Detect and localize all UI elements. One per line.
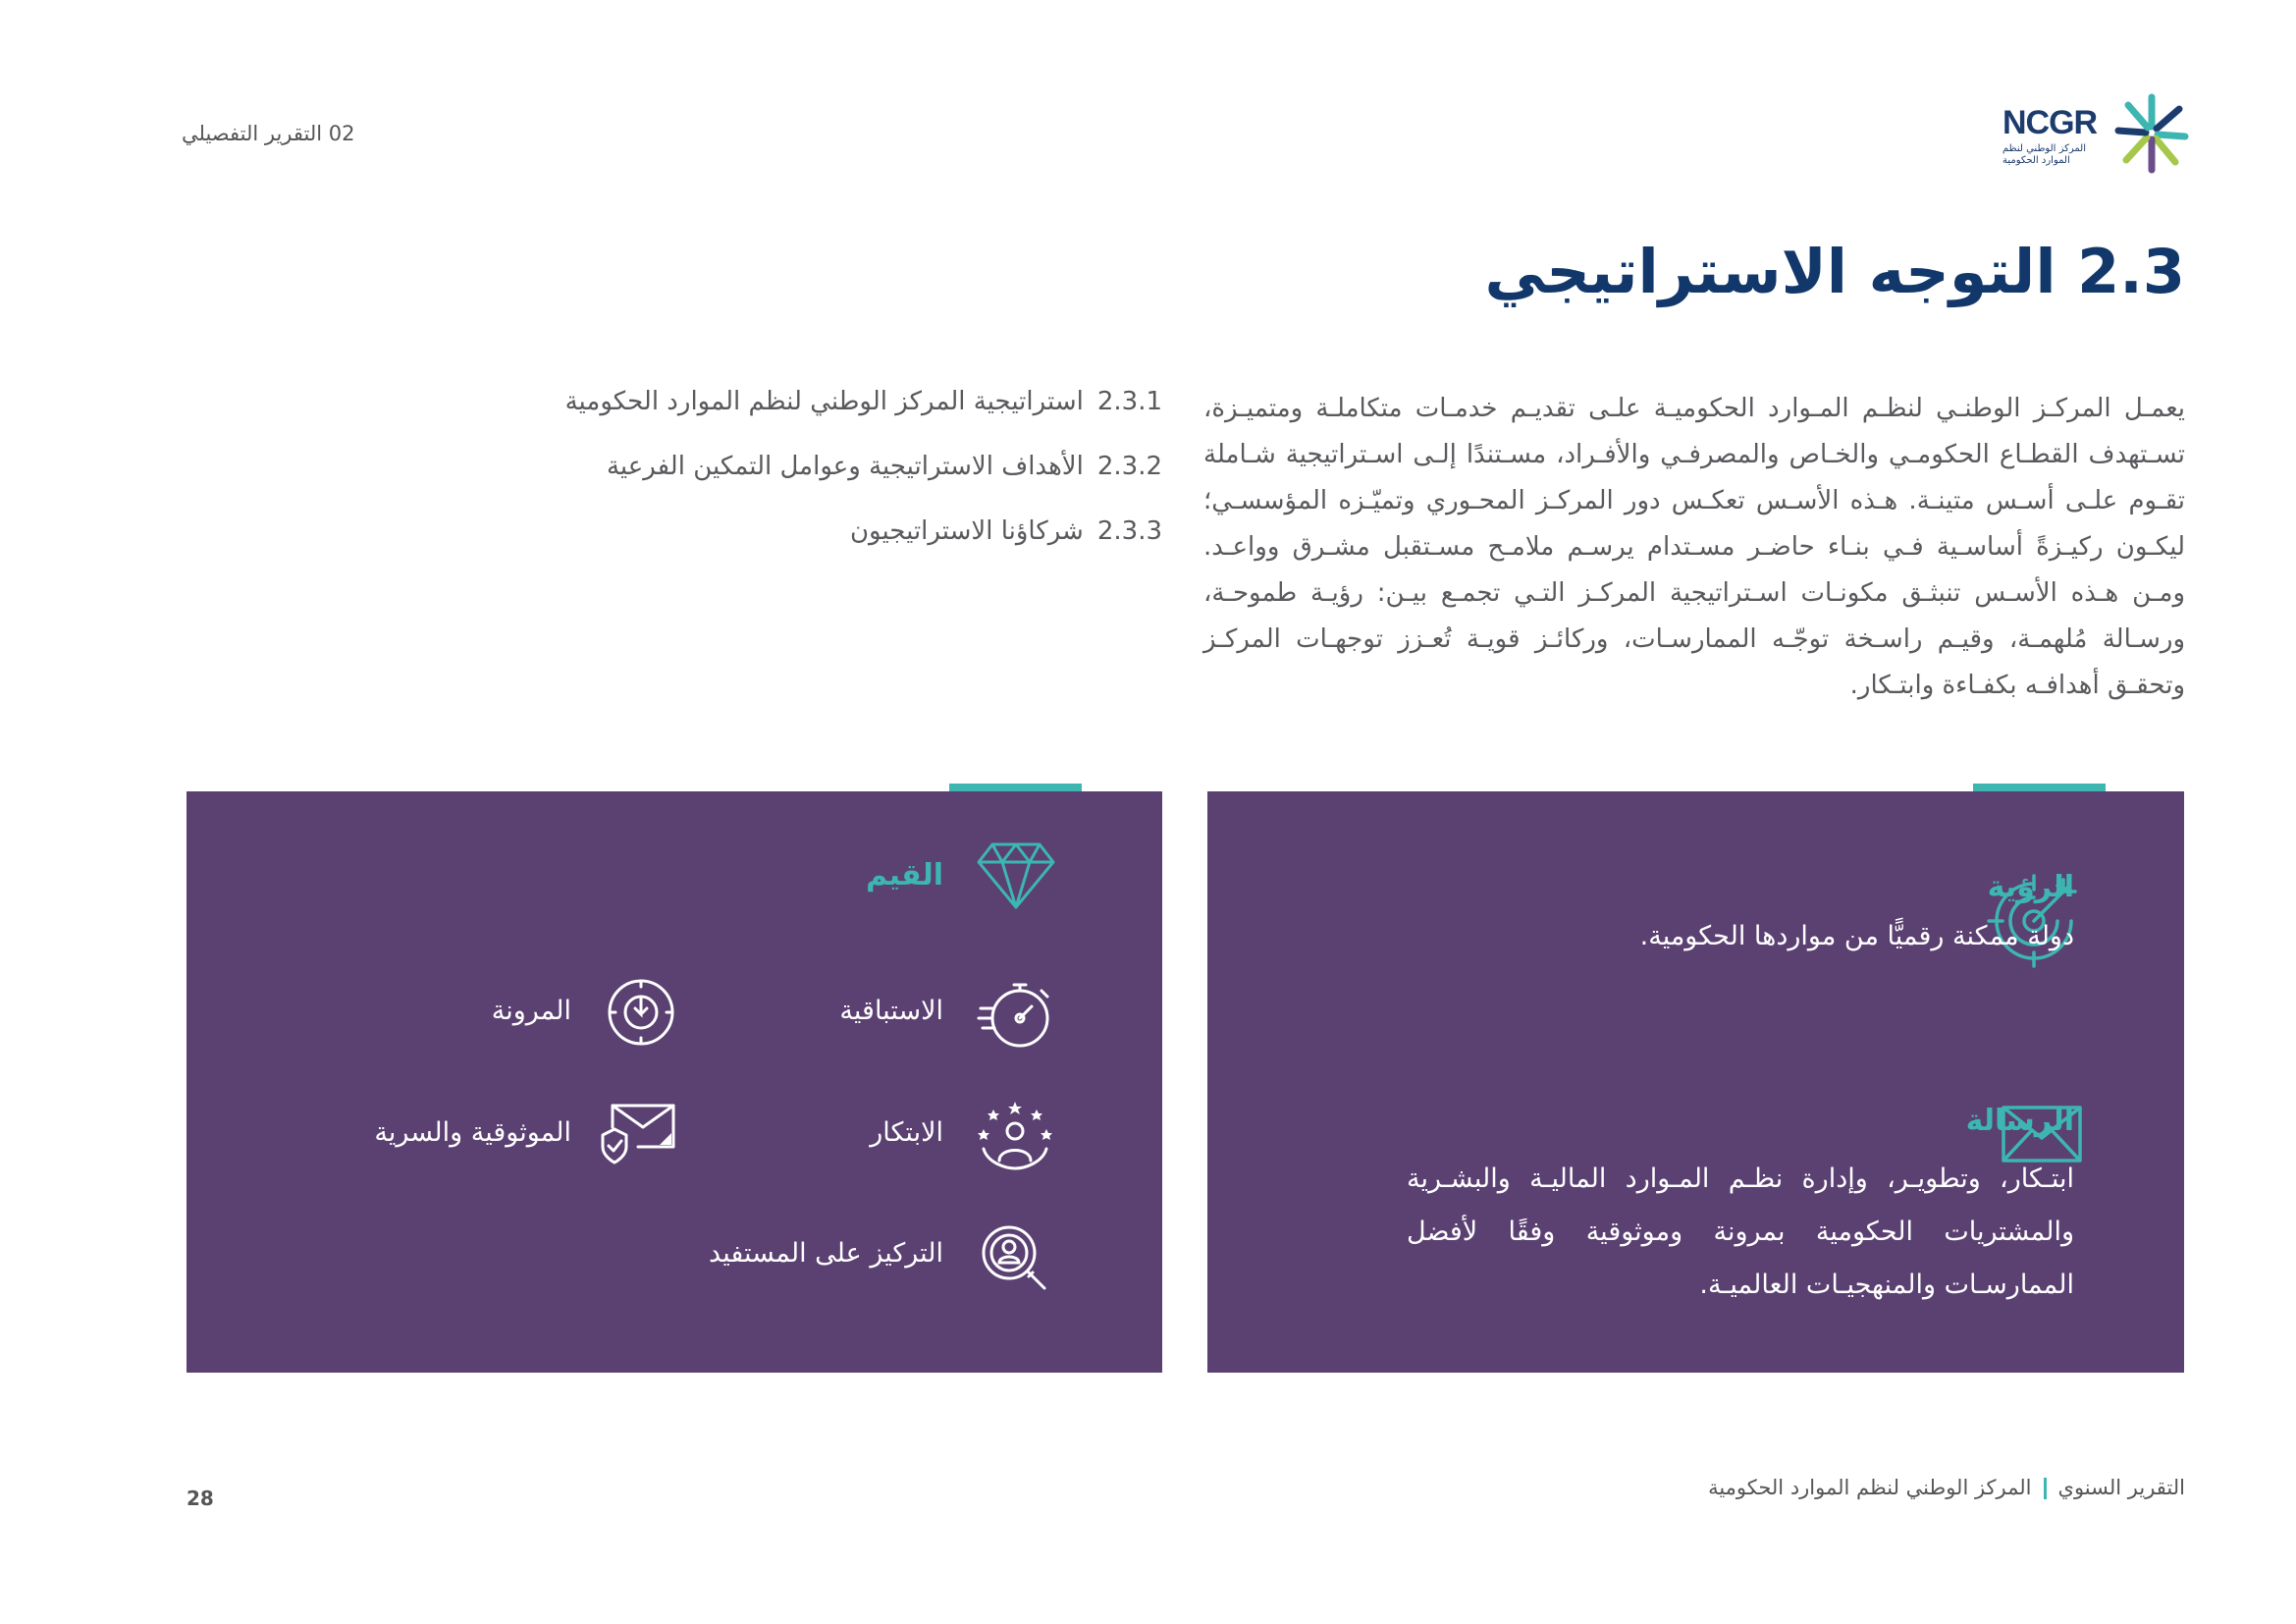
clock-flexibility-icon	[606, 977, 676, 1048]
stopwatch-icon	[977, 977, 1055, 1052]
logo-text: NCGR	[2002, 104, 2098, 141]
subsection-list	[475, 386, 1162, 580]
value-flexibility: المرونة	[491, 996, 571, 1026]
subsection-label: استراتيجية المركز الوطني لنظم الموارد الحكومية	[564, 387, 1084, 416]
subsection-label: شركاؤنا الاستراتيجيون	[849, 516, 1084, 546]
subsection-link[interactable]	[475, 386, 1162, 418]
secure-envelope-icon	[599, 1102, 677, 1166]
subsection-number: 2.3.3	[1096, 516, 1162, 546]
mission-text: ابتـكار، وتطويـر، وإدارة نظـم المـوارد الماليـة والبشـرية والمشتريات الحكومية بمرونة وموثوقية وفقًا لأفضل الممارسـات والمنهجيـات العالميـة.	[1407, 1164, 2074, 1300]
vision-text: دولة ممكنة رقميًّا من مواردها الحكومية.	[1639, 921, 2074, 951]
section-name: التقرير التفصيلي	[182, 122, 323, 145]
footer-org-name: المركز الوطني لنظم الموارد الحكومية	[1708, 1476, 2032, 1499]
vision-title: الرؤية	[1987, 870, 2074, 904]
footer-report-title: التقرير السنوي	[2057, 1476, 2185, 1499]
innovation-person-icon	[978, 1100, 1052, 1170]
section-number: 02	[328, 122, 355, 145]
page-title: 2.3 التوجه الاستراتيجي	[1484, 236, 2185, 307]
footer-report-label	[1708, 1476, 2185, 1499]
diamond-icon	[975, 840, 1057, 911]
logo-star-icon	[2112, 88, 2191, 177]
subsection-number: 2.3.2	[1096, 452, 1162, 481]
intro-paragraph: يعمـل المركـز الوطنـي لنظـم المـوارد الحكوميـة علـى تقديـم خدمـات متكاملـة ومتميـزة، تسـتهدف القطـاع الحكومـي والخـاص والمصرفـي والأفـراد، مسـتندًا إلـى اسـتراتيجية شـاملة تقـوم علـى أسـس متينـة. هـذه الأسـس تعكـس دور المركـز المحـوري وتميّـزه المؤسسـي؛ ليكـون ركيـزةً أساسـية فـي بنـاء حاضـر مسـتدام يرسـم ملامـح مسـتقبل مشـرق وواعـد. ومـن هـذه الأسـس تنبثـق مكونـات اسـتراتيجية المركـز التـي تجمـع بيـن: رؤيـة طموحـة، ورسـالة مُلهمـة، وقيـم راسـخة توجّـه الممارسـات، وركائـز قويـة تُعـزز توجهـات المركـز وتحقـق أهدافـه بكفـاءة وابتـكار.	[1203, 394, 2185, 700]
subsection-link[interactable]	[475, 451, 1162, 483]
value-innovation: الابتكار	[870, 1117, 943, 1148]
customer-search-icon	[980, 1223, 1050, 1294]
logo-subtitle: المركز الوطني لنظم الموارد الحكومية	[2002, 143, 2086, 166]
subsection-number: 2.3.1	[1096, 387, 1162, 416]
subsection-link[interactable]	[475, 515, 1162, 548]
subsection-label: الأهداف الاستراتيجية وعوامل التمكين الفرعية	[606, 452, 1084, 481]
page-number: 28	[187, 1487, 214, 1510]
value-proactivity: الاستباقية	[839, 996, 943, 1026]
mission-title: الرسالة	[1965, 1104, 2074, 1138]
value-reliability-confidentiality: الموثوقية والسرية	[374, 1117, 571, 1148]
footer-separator	[2044, 1478, 2047, 1499]
value-customer-focus: التركيز على المستفيد	[709, 1238, 943, 1269]
section-label	[182, 122, 355, 145]
values-title: القيم	[866, 858, 943, 893]
ncgr-logo	[2002, 88, 2189, 177]
